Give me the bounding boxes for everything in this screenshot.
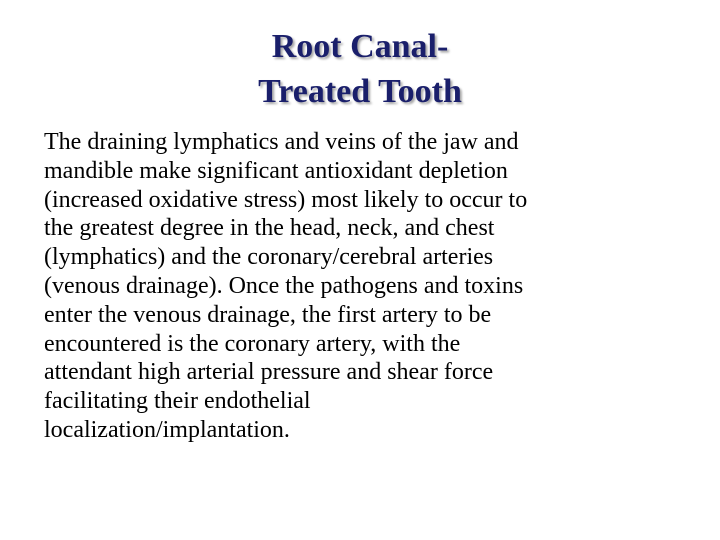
body-line: attendant high arterial pressure and shear force	[44, 359, 494, 386]
body-paragraph	[44, 128, 711, 445]
body-line: The draining lymphatics and veins of the jaw and	[44, 129, 519, 155]
body-line: localization/implantation.	[44, 416, 290, 443]
body-line: (lymphatics) and the coronary/cerebral arteries	[44, 244, 494, 271]
body-line: encountered is the coronary artery, with the	[44, 330, 461, 357]
body-line: (venous drainage). Once the pathogens and toxins	[44, 272, 524, 299]
body-line: the greatest degree in the head, neck, and chest	[44, 215, 495, 242]
title-line: Root Canal-	[271, 28, 449, 65]
body-line: facilitating their endothelial	[44, 388, 311, 415]
body-line: enter the venous drainage, the first artery to be	[44, 301, 492, 328]
body-line: (increased oxidative stress) most likely to occur to	[44, 186, 528, 213]
body-line: mandible make significant antioxidant depletion	[44, 157, 508, 184]
slide-title	[0, 24, 720, 114]
title-line: Treated Tooth	[258, 73, 462, 110]
